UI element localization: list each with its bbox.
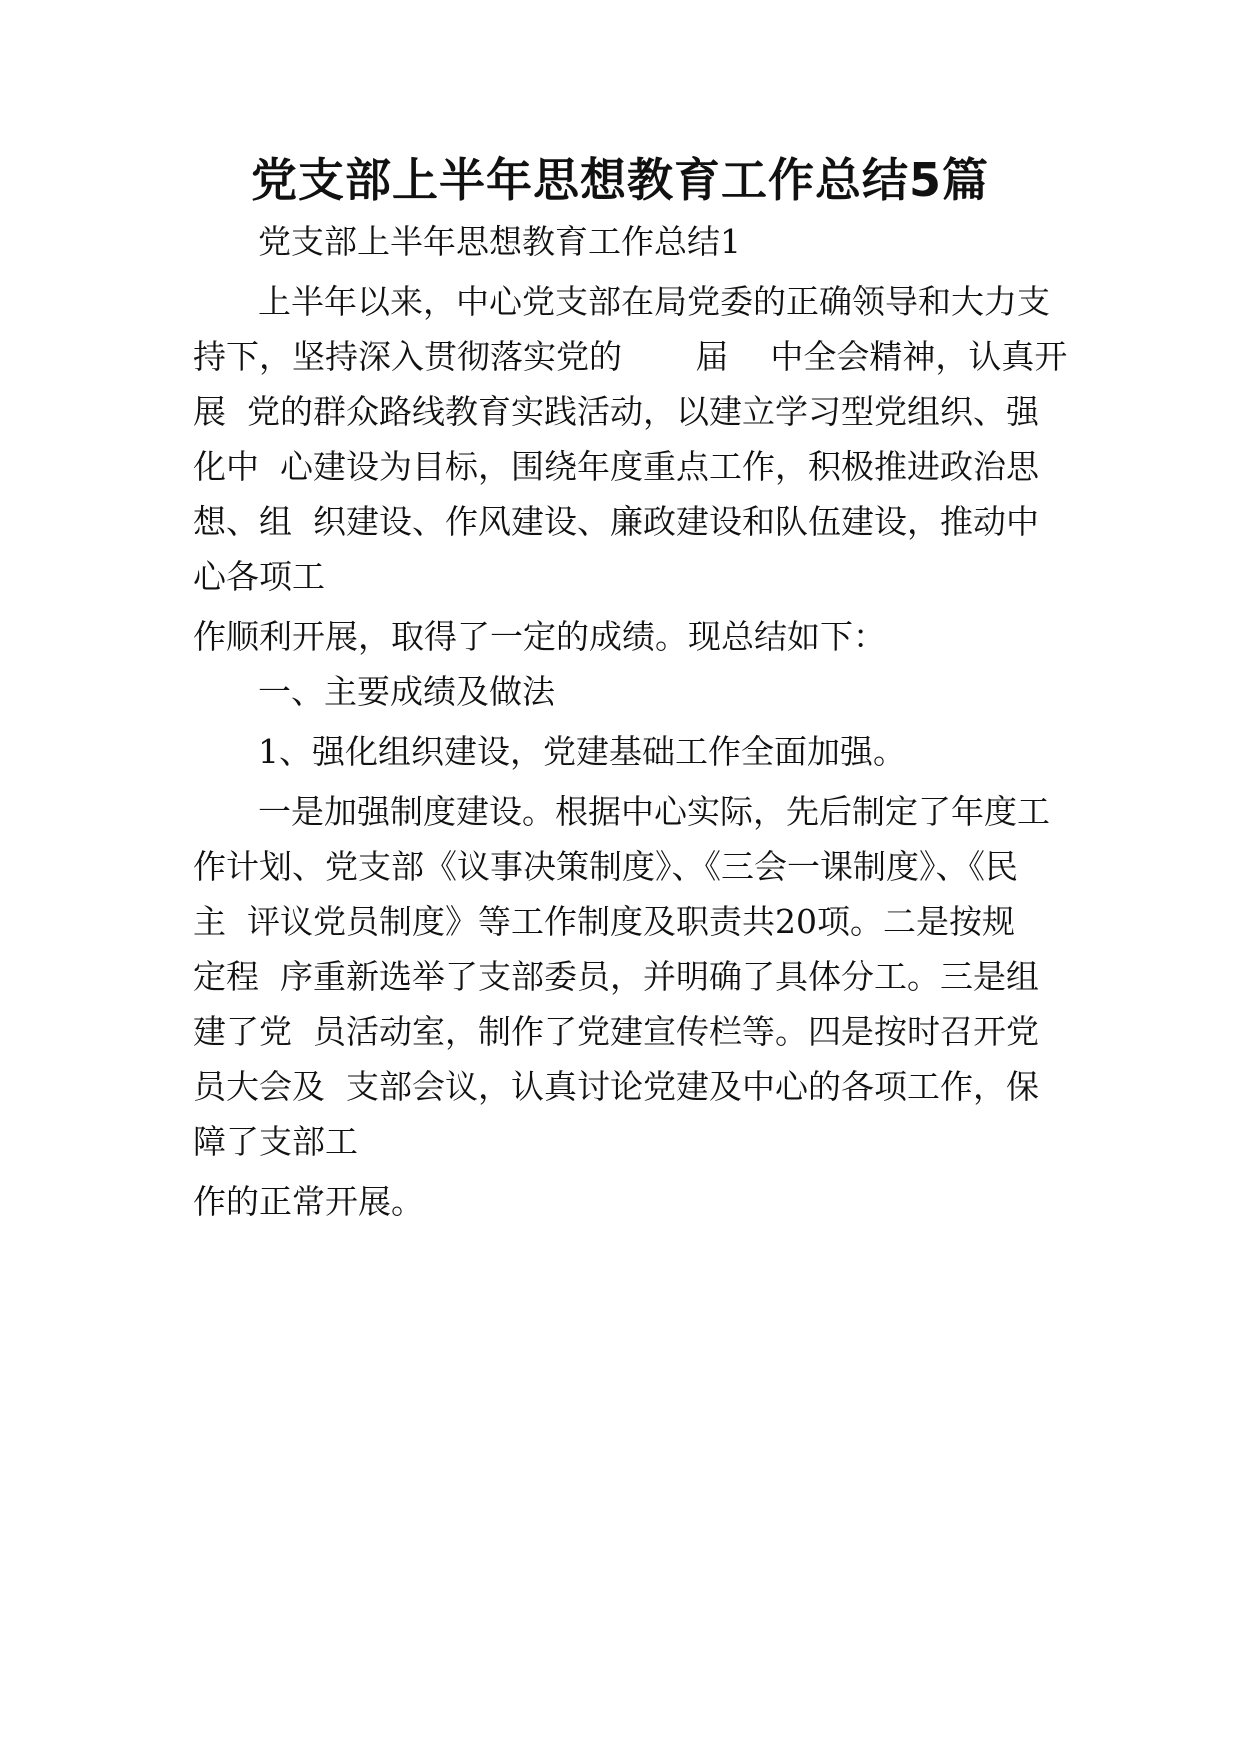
paragraph-line: 作的正常开展。 [193,1182,424,1221]
section-heading: 党支部上半年思想教育工作总结1 [258,222,741,261]
paragraph-line: 主 评议党员制度》等工作制度及职责共20项。二是按规 [193,902,1015,941]
section-heading: 一、主要成绩及做法 [258,672,555,711]
document-title: 党支部上半年思想教育工作总结5篇 [250,153,989,207]
paragraph-line: 想、组 织建设、作风建设、廉政建设和队伍建设，推动中 [193,502,1039,541]
paragraph-line: 一是加强制度建设。根据中心实际，先后制定了年度工 [258,792,1050,831]
paragraph-line: 化中 心建设为目标，围绕年度重点工作，积极推进政治思 [193,447,1039,486]
paragraph-line: 心各项工 [193,557,325,596]
paragraph-line: 展 党的群众路线教育实践活动，以建立学习型党组织、强 [193,392,1039,431]
paragraph-line: 上半年以来，中心党支部在局党委的正确领导和大力支 [258,282,1050,321]
paragraph-line: 定程 序重新选举了支部委员，并明确了具体分工。三是组 [193,957,1039,996]
paragraph-line: 员大会及 支部会议，认真讨论党建及中心的各项工作，保 [193,1067,1039,1106]
paragraph-line: 持下，坚持深入贯彻落实党的 届 中全会精神，认真开 [193,337,1068,376]
paragraph-line: 障了支部工 [193,1122,358,1161]
paragraph-line: 作计划、党支部《议事决策制度》、《三会一课制度》、《民 [193,847,1018,886]
subsection-heading: 1、强化组织建设，党建基础工作全面加强。 [258,732,906,771]
paragraph-line: 建了党 员活动室，制作了党建宣传栏等。四是按时召开党 [193,1012,1039,1051]
paragraph-line: 作顺利开展，取得了一定的成绩。现总结如下： [193,617,886,656]
